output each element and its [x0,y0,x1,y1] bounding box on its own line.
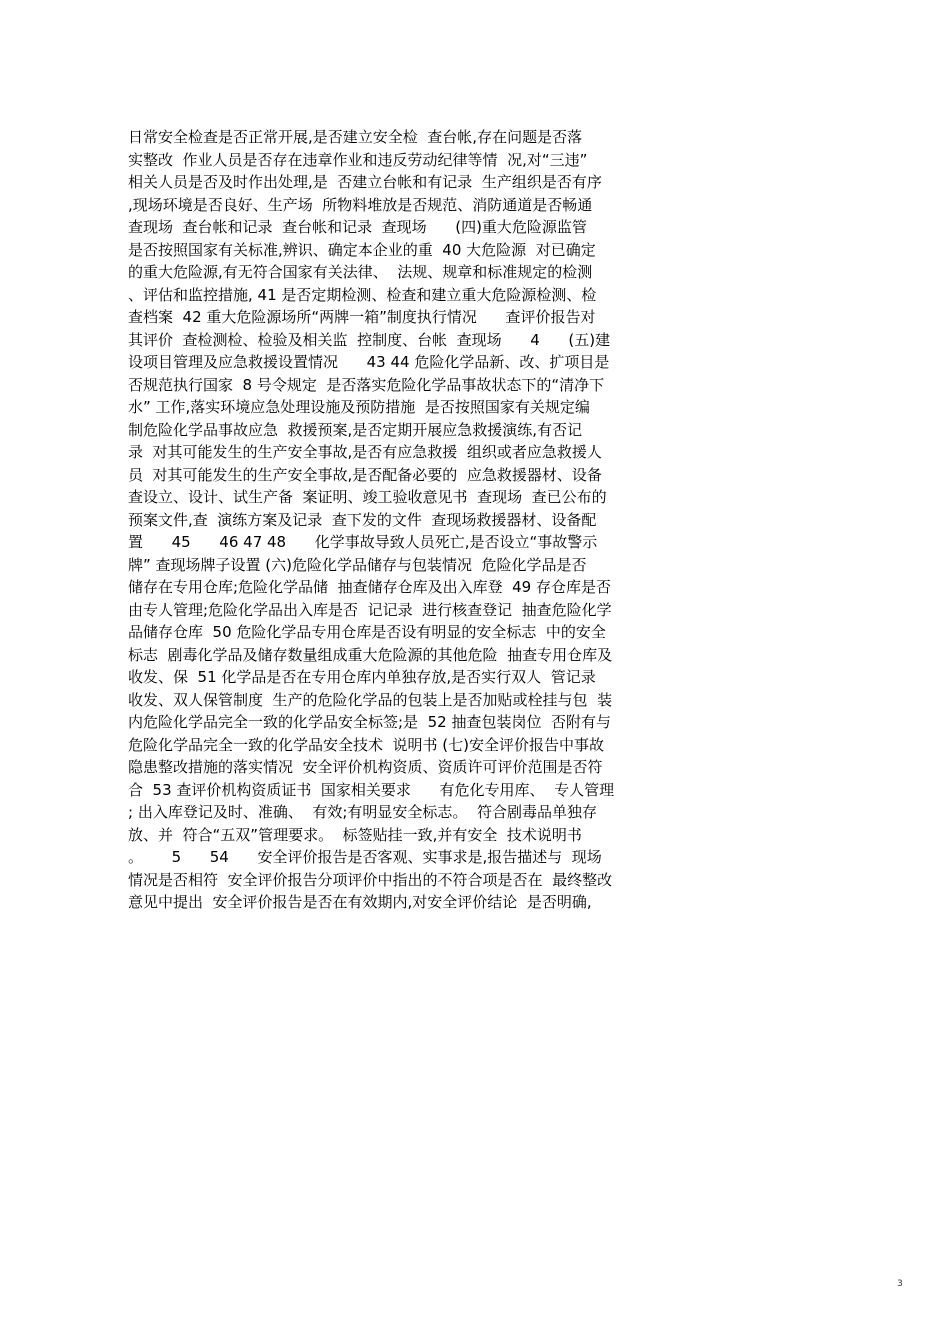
text-line-26: 收发、双人保管制度 生产的危险化学品的包装上是否加贴或栓挂与包 装 [128,690,613,709]
text-line-29: 隐患整改措施的落实情况 安全评价机构资质、资质许可评价范围是否符 [128,758,603,776]
text-line-19: 置 45 46 47 48 化学事故导致人员死亡,是否设立“事故警示 [128,533,598,551]
text-line-10: 其评价 查检测检、检验及相关监 控制度、台帐 查现场 4 (五)建 [128,330,611,349]
text-line-15: 录 对其可能发生的生产安全事故,是否有应急救援 组织或者应急救援人 [128,443,602,461]
text-line-28: 危险化学品完全一致的化学品安全技术 说明书 (七)安全评价报告中事故 [128,735,605,754]
text-line-11: 设项目管理及应急救援设置情况 43 44 危险化学品新、改、扩项目是 [128,353,610,371]
text-line-14: 制危险化学品事故应急 救援预案,是否定期开展应急救援演练,有否记 [128,420,583,439]
text-line-3: 相关人员是否及时作出处理,是 否建立台帐和有记录 生产组织是否有序 [128,173,602,191]
text-line-21: 储存在专用仓库;危险化学品储 抽查储存仓库及出入库登 49 存仓库是否 [128,578,611,596]
text-line-33: 。 5 54 安全评价报告是否客观、实事求是,报告描述与 现场 [128,848,602,866]
text-line-23: 品储存仓库 50 危险化学品专用仓库是否设有明显的安全标志 中的安全 [128,623,606,641]
text-line-5: 查现场 查台帐和记录 查台帐和记录 查现场 (四)重大危险源监管 [128,218,587,236]
text-line-8: 、评估和监控措施, 41 是否定期检测、检查和建立重大危险源检测、检 [128,285,597,304]
text-line-18: 预案文件,查 演练方案及记录 查下发的文件 查现场救援器材、设备配 [128,510,597,529]
text-line-16: 员 对其可能发生的生产安全事故,是否配备必要的 应急救援器材、设备 [128,465,602,484]
text-line-22: 由专人管理;危险化学品出入库是否 记记录 进行核查登记 抽查危险化学 [128,600,612,619]
text-line-2: 实整改 作业人员是否存在违章作业和违反劳动纪律等情 况,对“三违” [128,150,588,169]
text-line-20: 牌” 查现场牌子设置 (六)危险化学品储存与包装情况 危险化学品是否 [128,555,587,574]
text-line-6: 是否按照国家有关标准,辨识、确定本企业的重 40 大危险源 对已确定 [128,240,596,259]
document-body [128,126,648,914]
text-line-24: 标志 剧毒化学品及储存数量组成重大危险源的其他危险 抽查专用仓库及 [128,645,613,664]
text-line-4: ,现场环境是否良好、生产场 所物料堆放是否规范、消防通道是否畅通 [128,195,593,214]
text-line-30: 合 53 查评价机构资质证书 国家相关要求 有危化专用库、 专人管理 [128,780,615,799]
text-line-27: 内危险化学品完全一致的化学品安全标签;是 52 抽查包装岗位 否附有与 [128,713,611,731]
text-line-34: 情况是否相符 安全评价报告分项评价中指出的不符合项是否在 最终整改 [128,870,613,889]
text-line-1: 日常安全检查是否正常开展,是否建立安全检 查台帐,存在问题是否落 [128,128,583,146]
page-number: 3 [897,1279,903,1289]
text-line-32: 放、并 符合“五双”管理要求。 标签贴挂一致,并有安全 技术说明书 [128,825,582,844]
text-line-17: 查设立、设计、试生产备 案证明、竣工验收意见书 查现场 查已公布的 [128,488,607,506]
text-line-13: 水” 工作,落实环境应急处理设施及预防措施 是否按照国家有关规定编 [128,398,590,416]
text-line-25: 收发、保 51 化学品是否在专用仓库内单独存放,是否实行双人 管记录 [128,668,596,686]
text-line-35: 意见中提出 安全评价报告是否在有效期内,对安全评价结论 是否明确, [128,893,592,911]
text-line-31: ; 出入库登记及时、准确、 有效;有明显安全标志。 符合剧毒品单独存 [128,803,597,821]
text-line-7: 的重大危险源,有无符合国家有关法律、 法规、规章和标准规定的检测 [128,263,593,281]
text-line-12: 否规范执行国家 8 号令规定 是否落实危险化学品事故状态下的“清净下 [128,375,605,394]
text-line-9: 查档案 42 重大危险源场所“两牌一箱”制度执行情况 查评价报告对 [128,308,596,326]
